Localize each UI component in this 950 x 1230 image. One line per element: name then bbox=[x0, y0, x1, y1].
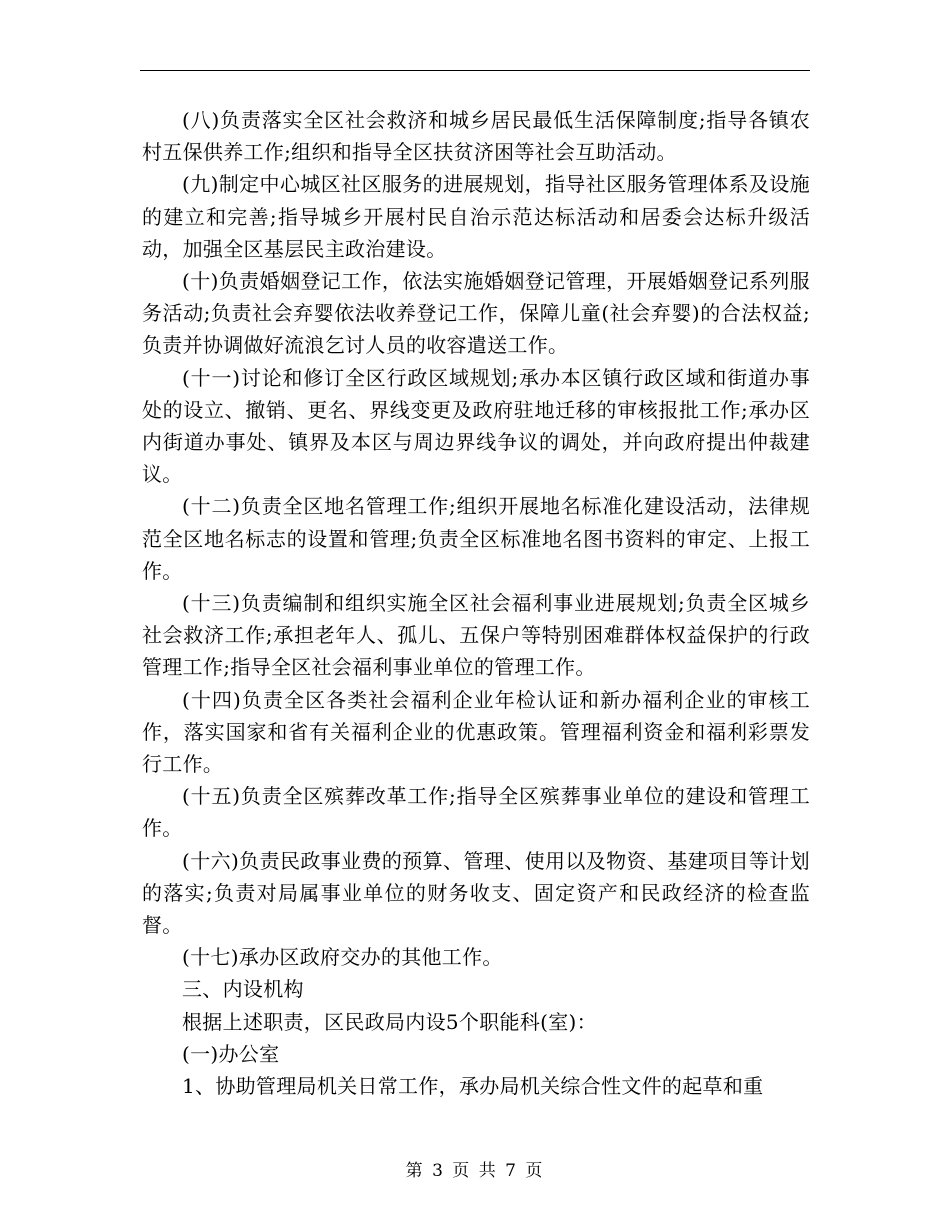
paragraph-10: (十)负责婚姻登记工作，依法实施婚姻登记管理，开展婚姻登记系列服务活动;负责社会弃婴依法收养登记工作，保障儿童(社会弃婴)的合法权益;负责并协调做好流浪乞讨人员的收容遣送工作。 bbox=[142, 269, 810, 358]
page-footer: 第 3 页 共 7 页 bbox=[405, 1161, 545, 1181]
paragraph-16: (十六)负责民政事业费的预算、管理、使用以及物资、基建项目等计划的落实;负责对局属事业单位的财务收支、固定资产和民政经济的检查监督。 bbox=[142, 848, 810, 938]
header-rule bbox=[140, 70, 810, 71]
paragraph-15: (十五)负责全区殡葬改革工作;指导全区殡葬事业单位的建设和管理工作。 bbox=[142, 784, 810, 841]
paragraph-12: (十二)负责全区地名管理工作;组织开展地名标准化建设活动，法律规范全区地名标志的设置和管理;负责全区标准地名图书资料的审定、上报工作。 bbox=[142, 494, 810, 583]
paragraph-8: (八)负责落实全区社会救济和城乡居民最低生活保障制度;指导各镇农村五保供养工作;组织和指导全区扶贫济困等社会互助活动。 bbox=[142, 108, 810, 165]
section-heading: 三、内设机构 bbox=[182, 977, 304, 1002]
paragraph-14: (十四)负责全区各类社会福利企业年检认证和新办福利企业的审核工作，落实国家和省有关福利企业的优惠政策。管理福利资金和福利彩票发行工作。 bbox=[142, 687, 810, 777]
section-intro: 根据上述职责，区民政局内设5个职能科(室)： bbox=[182, 1009, 597, 1034]
subsection-heading: (一)办公室 bbox=[182, 1041, 280, 1066]
paragraph-11: (十一)讨论和修订全区行政区域规划;承办本区镇行政区域和街道办事处的设立、撤销、更名、界线变更及政府驻地迁移的审核报批工作;承办区内街道办事处、镇界及本区与周边界线争议的调处，并向政府提出仲裁建议。 bbox=[142, 365, 810, 487]
paragraph-9: (九)制定中心城区社区服务的进展规划，指导社区服务管理体系及设施的建立和完善;指导城乡开展村民自治示范达标活动和居委会达标升级活动，加强全区基层民主政治建设。 bbox=[142, 172, 810, 261]
document-body bbox=[142, 104, 810, 1102]
paragraph-17: (十七)承办区政府交办的其他工作。 bbox=[182, 945, 503, 970]
paragraph-13: (十三)负责编制和组织实施全区社会福利事业进展规划;负责全区城乡社会救济工作;承担老年人、孤儿、五保户等特别困难群体权益保护的行政管理工作;指导全区社会福利事业单位的管理工作。 bbox=[142, 591, 810, 680]
list-item-1: 1、协助管理局机关日常工作，承办局机关综合性文件的起草和重 bbox=[182, 1074, 764, 1099]
